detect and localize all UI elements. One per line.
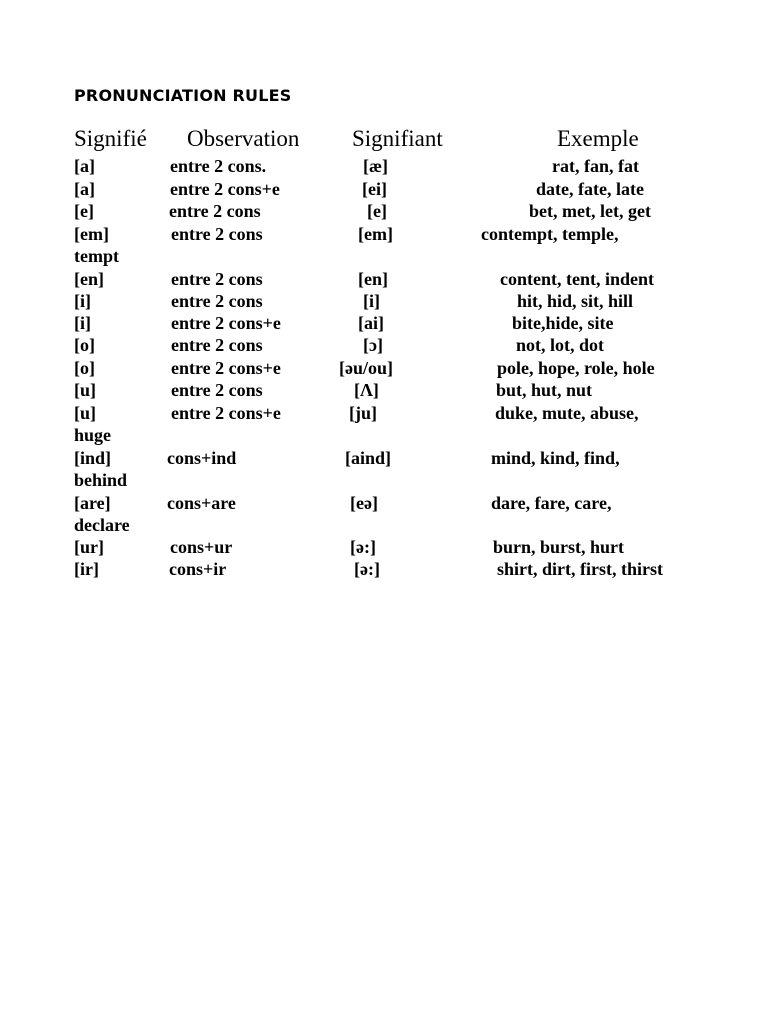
cell-exemple: bite,hide, site [512,313,614,333]
cell-exemple: pole, hope, role, hole [497,358,655,378]
cell-exemple: bet, met, let, get [529,201,651,221]
cell-exemple: rat, fan, fat [552,156,639,176]
document-title: PRONUNCIATION RULES [74,86,292,105]
cell-signifiant: [ə:] [354,559,380,579]
cell-observation: entre 2 cons [171,224,263,244]
cell-signifie: [ur] [74,537,104,557]
cell-signifiant: [e] [367,201,387,221]
cell-signifiant: [ei] [362,179,387,199]
cell-signifie: [i] [74,291,91,311]
header-signifiant: Signifiant [352,126,443,151]
cell-signifiant: [en] [358,269,388,289]
cell-observation: entre 2 cons+e [171,313,281,333]
header-signifie: Signifié [74,126,147,151]
cell-observation: entre 2 cons+e [171,358,281,378]
cell-signifiant: [ə:] [350,537,376,557]
cell-exemple: date, fate, late [536,179,644,199]
cell-signifie: [en] [74,269,104,289]
cell-observation: entre 2 cons+e [171,403,281,423]
cell-signifie: [em] [74,224,109,244]
cell-observation: entre 2 cons [171,291,263,311]
cell-exemple: dare, fare, care, [491,493,612,513]
cell-signifiant: [Λ] [354,380,379,400]
header-observation: Observation [187,126,300,151]
cell-exemple-continued: huge [74,425,112,445]
cell-signifiant: [əu/ou] [339,358,393,378]
cell-signifie: [ir] [74,559,99,579]
cell-exemple-continued: tempt [74,246,119,266]
cell-signifie: [a] [74,156,95,176]
cell-signifie: [are] [74,493,111,513]
cell-observation: cons+ur [170,537,233,557]
header-exemple: Exemple [557,126,639,151]
cell-observation: cons+ind [167,448,237,468]
cell-observation: entre 2 cons [171,269,263,289]
cell-signifie: [o] [74,335,95,355]
cell-exemple: mind, kind, find, [491,448,620,468]
cell-exemple: content, tent, indent [500,269,654,289]
cell-signifiant: [æ] [363,156,388,176]
cell-signifie: [e] [74,201,94,221]
cell-exemple: shirt, dirt, first, thirst [497,559,663,579]
cell-signifiant: [ai] [358,313,384,333]
cell-signifiant: [i] [363,291,380,311]
cell-exemple: not, lot, dot [516,335,605,355]
cell-signifiant: [em] [358,224,393,244]
cell-observation: entre 2 cons. [170,156,267,176]
cell-signifie: [o] [74,358,95,378]
cell-exemple: duke, mute, abuse, [495,403,639,423]
cell-exemple: hit, hid, sit, hill [517,291,634,311]
cell-signifiant: [ju] [349,403,377,423]
cell-observation: cons+are [167,493,236,513]
cell-exemple-continued: declare [74,515,130,535]
cell-signifie: [a] [74,179,95,199]
cell-signifiant: [eə] [350,493,378,513]
cell-exemple: contempt, temple, [481,224,619,244]
cell-observation: entre 2 cons [169,201,261,221]
cell-signifiant: [aind] [345,448,392,468]
cell-signifiant: [ɔ] [363,335,383,355]
cell-observation: entre 2 cons [171,380,263,400]
cell-signifie: [u] [74,380,96,400]
cell-observation: cons+ir [169,559,227,579]
cell-exemple: but, hut, nut [496,380,593,400]
cell-observation: entre 2 cons [171,335,263,355]
cell-signifie: [i] [74,313,91,333]
cell-exemple-continued: behind [74,470,128,490]
cell-observation: entre 2 cons+e [170,179,280,199]
cell-exemple: burn, burst, hurt [493,537,625,557]
cell-signifie: [u] [74,403,96,423]
cell-signifie: [ind] [74,448,112,468]
